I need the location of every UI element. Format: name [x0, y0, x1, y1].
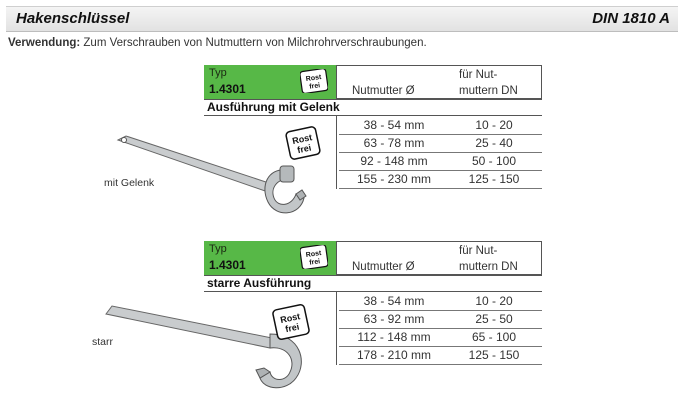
badge-line1: Rost	[305, 73, 322, 84]
nut-size-cell: 63 - 78 mm	[363, 136, 425, 150]
rostfrei-badge-icon	[272, 303, 310, 341]
dn-cell: 65 - 100	[471, 330, 517, 344]
variant-heading: Ausführung mit Gelenk	[204, 99, 542, 116]
nut-size-cell: 112 - 148 mm	[357, 330, 431, 344]
nut-size-cell: 178 - 210 mm	[356, 348, 432, 362]
table-row	[339, 329, 542, 347]
nut-size-cell: 155 - 230 mm	[356, 172, 432, 186]
column-header-dn-line2: muttern DN	[459, 261, 518, 273]
column-divider	[336, 292, 337, 365]
badge-line1: Rost	[279, 311, 301, 326]
caption-starr: starr	[92, 336, 113, 348]
page-title: Hakenschlüssel	[16, 10, 130, 27]
column-header-dn-line1: für Nut-	[459, 245, 498, 257]
column-divider	[336, 116, 337, 189]
table-row	[339, 347, 542, 365]
rostfrei-badge-icon	[300, 69, 328, 93]
badge-line1: Rost	[291, 132, 313, 147]
dn-cell: 10 - 20	[475, 118, 513, 132]
usage-line	[8, 37, 427, 49]
badge-line2: frei	[284, 321, 301, 335]
column-header-nutmutter: Nutmutter Ø	[352, 85, 415, 97]
column-header-nutmutter: Nutmutter Ø	[352, 261, 415, 273]
nut-size-cell: 63 - 92 mm	[363, 312, 425, 326]
badge-line1: Rost	[305, 249, 322, 260]
type-label: Typ	[209, 67, 227, 79]
dn-cell: 125 - 150	[468, 348, 520, 362]
material-number: 1.4301	[209, 82, 246, 96]
nut-size-cell: 92 - 148 mm	[360, 154, 428, 168]
header-bar	[6, 6, 678, 32]
badge-line2: frei	[308, 82, 321, 91]
dn-cell: 10 - 20	[475, 294, 513, 308]
dn-cell: 125 - 150	[468, 172, 520, 186]
nut-size-cell: 38 - 54 mm	[363, 118, 425, 132]
badge-line2: frei	[296, 142, 313, 156]
usage-label: Verwendung:	[8, 37, 81, 49]
dn-cell: 25 - 50	[475, 312, 513, 326]
type-cell	[204, 65, 336, 99]
material-number: 1.4301	[209, 258, 246, 272]
table-row	[339, 117, 542, 135]
dn-cell: 50 - 100	[471, 154, 517, 168]
table-row	[339, 293, 542, 311]
variant-heading: starre Ausführung	[204, 275, 542, 292]
nut-size-cell: 38 - 54 mm	[363, 294, 425, 308]
table-row	[339, 311, 542, 329]
standard-label: DIN 1810 A	[592, 10, 670, 27]
rostfrei-badge-icon	[300, 245, 328, 269]
badge-line2: frei	[308, 258, 321, 267]
type-cell	[204, 241, 336, 275]
dn-cell: 25 - 40	[475, 136, 513, 150]
table-row	[339, 171, 542, 189]
table-row	[339, 153, 542, 171]
usage-text: Zum Verschrauben von Nutmuttern von Milchrohrverschraubungen.	[83, 37, 427, 49]
column-header-dn-line1: für Nut-	[459, 69, 498, 81]
caption-gelenk: mit Gelenk	[104, 177, 155, 189]
table-row	[339, 135, 542, 153]
type-label: Typ	[209, 243, 227, 255]
rostfrei-badge-icon	[285, 125, 321, 161]
column-header-dn-line2: muttern DN	[459, 85, 518, 97]
